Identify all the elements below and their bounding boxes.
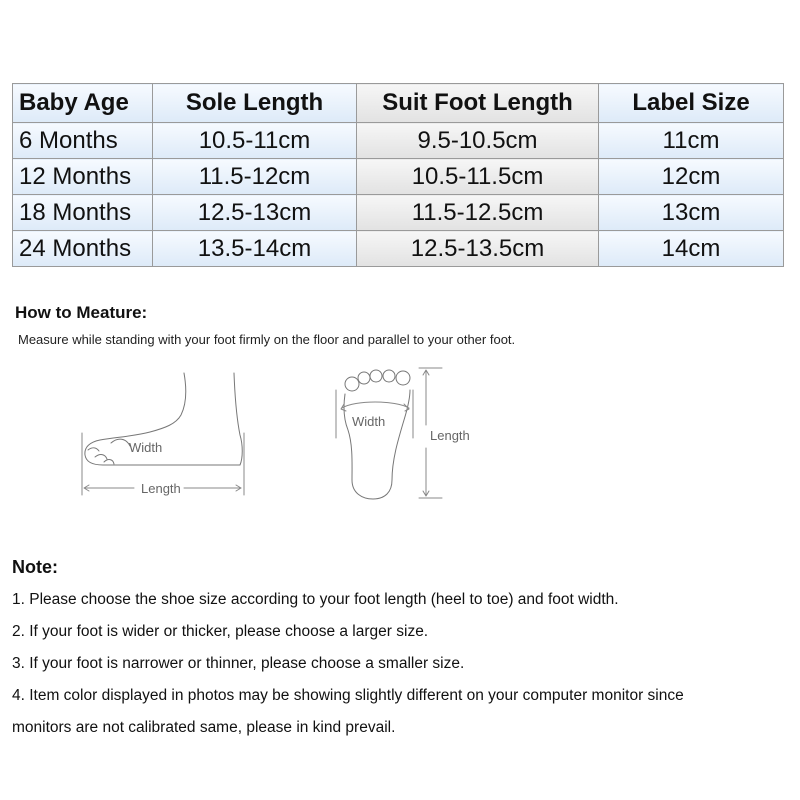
note-line-5: monitors are not calibrated same, please in kind prevail.	[12, 719, 396, 736]
note-line-1: 1. Please choose the shoe size according to your foot length (heel to toe) and foot width.	[12, 591, 619, 608]
howto-title: How to Meature:	[15, 303, 148, 322]
foot-measurement-diagram	[60, 360, 490, 510]
side-length-label: Length	[141, 481, 181, 496]
cell-suit-foot-length: 9.5-10.5cm	[357, 123, 599, 159]
cell-suit-foot-length: 12.5-13.5cm	[357, 231, 599, 267]
cell-sole-length: 10.5-11cm	[153, 123, 357, 159]
table-row	[13, 195, 784, 231]
cell-baby-age: 24 Months	[13, 231, 153, 267]
cell-label-size: 14cm	[599, 231, 784, 267]
size-chart-table	[12, 83, 784, 267]
header-baby-age: Baby Age	[13, 84, 153, 123]
cell-baby-age: 18 Months	[13, 195, 153, 231]
sole-length-label: Length	[430, 428, 470, 443]
table-row	[13, 123, 784, 159]
table-row	[13, 159, 784, 195]
cell-sole-length: 13.5-14cm	[153, 231, 357, 267]
cell-sole-length: 12.5-13cm	[153, 195, 357, 231]
cell-label-size: 13cm	[599, 195, 784, 231]
table-header-row	[13, 84, 784, 123]
table-row	[13, 231, 784, 267]
cell-sole-length: 11.5-12cm	[153, 159, 357, 195]
side-width-label: Width	[129, 440, 163, 455]
note-title: Note:	[12, 557, 58, 577]
cell-suit-foot-length: 10.5-11.5cm	[357, 159, 599, 195]
sole-foot-illustration	[344, 370, 410, 499]
cell-suit-foot-length: 11.5-12.5cm	[357, 195, 599, 231]
side-foot-illustration	[85, 373, 242, 465]
note-line-3: 3. If your foot is narrower or thinner, please choose a smaller size.	[12, 655, 465, 672]
note-line-4: 4. Item color displayed in photos may be showing slightly different on your computer monitor since	[12, 687, 684, 704]
sole-width-label: Width	[352, 414, 386, 429]
header-suit-foot-length: Suit Foot Length	[357, 84, 599, 123]
howto-instructions: Measure while standing with your foot firmly on the floor and parallel to your other foot.	[18, 332, 516, 347]
cell-baby-age: 12 Months	[13, 159, 153, 195]
cell-baby-age: 6 Months	[13, 123, 153, 159]
cell-label-size: 12cm	[599, 159, 784, 195]
header-sole-length: Sole Length	[153, 84, 357, 123]
header-label-size: Label Size	[599, 84, 784, 123]
note-line-2: 2. If your foot is wider or thicker, please choose a larger size.	[12, 623, 429, 640]
cell-label-size: 11cm	[599, 123, 784, 159]
